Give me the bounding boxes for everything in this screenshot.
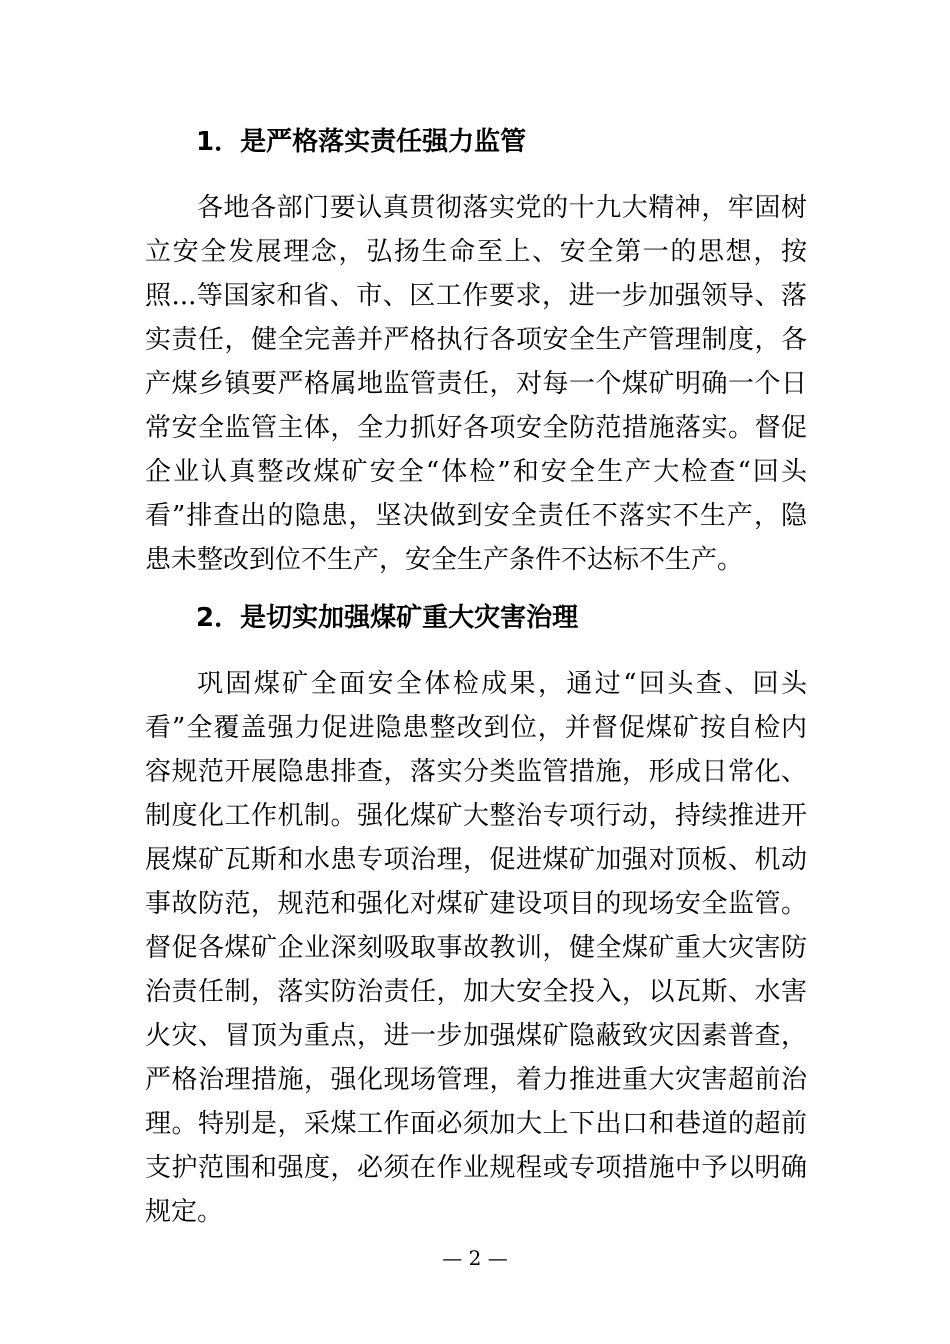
paragraph-line: 实责任，健全完善并严格执行各项安全生产管理制度，各	[145, 325, 807, 355]
paragraph-line: 立安全发展理念，弘扬生命至上、安全第一的思想，按	[145, 237, 807, 267]
paragraph-line: 严格治理措施，强化现场管理，着力推进重大灾害超前治	[145, 1065, 807, 1095]
section-2-paragraph	[145, 662, 807, 1234]
paragraph-line: 产煤乡镇要严格属地监管责任，对每一个煤矿明确一个日	[145, 369, 807, 399]
paragraph-line: 制度化工作机制。强化煤矿大整治专项行动，持续推进开	[145, 801, 807, 831]
paragraph-line: 治责任制，落实防治责任，加大安全投入，以瓦斯、水害	[145, 977, 807, 1007]
paragraph-line: 容规范开展隐患排查，落实分类监管措施，形成日常化、	[145, 757, 807, 787]
paragraph-line: 照...等国家和省、市、区工作要求，进一步加强领导、落	[145, 281, 807, 311]
paragraph-line: 火灾、冒顶为重点，进一步加强煤矿隐蔽致灾因素普查，	[145, 1021, 807, 1051]
paragraph-line: 患未整改到位不生产，安全生产条件不达标不生产。	[145, 545, 744, 575]
paragraph-line: 常安全监管主体，全力抓好各项安全防范措施落实。督促	[145, 413, 807, 443]
section-1-paragraph	[145, 186, 807, 582]
section-2-heading: 2．是切实加强煤矿重大灾害治理	[196, 603, 579, 633]
paragraph-line: 企业认真整改煤矿安全“体检”和安全生产大检查“回头	[145, 457, 807, 487]
paragraph-line: 展煤矿瓦斯和水患专项治理，促进煤矿加强对顶板、机动	[145, 845, 807, 875]
paragraph-line: 事故防范，规范和强化对煤矿建设项目的现场安全监管。	[145, 889, 807, 919]
paragraph-line: 督促各煤矿企业深刻吸取事故教训，健全煤矿重大灾害防	[145, 933, 807, 963]
paragraph-line: 支护范围和强度，必须在作业规程或专项措施中予以明确	[145, 1153, 807, 1183]
paragraph-line: 规定。	[145, 1197, 224, 1227]
paragraph-line: 看”排查出的隐患，坚决做到安全责任不落实不生产，隐	[145, 501, 807, 531]
paragraph-line: 各地各部门要认真贯彻落实党的十九大精神，牢固树	[197, 193, 807, 223]
section-1-heading: 1．是严格落实责任强力监管	[196, 127, 527, 157]
page-number: — 2 —	[442, 1246, 508, 1270]
paragraph-line: 理。特别是，采煤工作面必须加大上下出口和巷道的超前	[145, 1109, 807, 1139]
paragraph-line: 巩固煤矿全面安全体检成果，通过“回头查、回头	[197, 669, 807, 699]
paragraph-line: 看”全覆盖强力促进隐患整改到位，并督促煤矿按自检内	[145, 713, 807, 743]
